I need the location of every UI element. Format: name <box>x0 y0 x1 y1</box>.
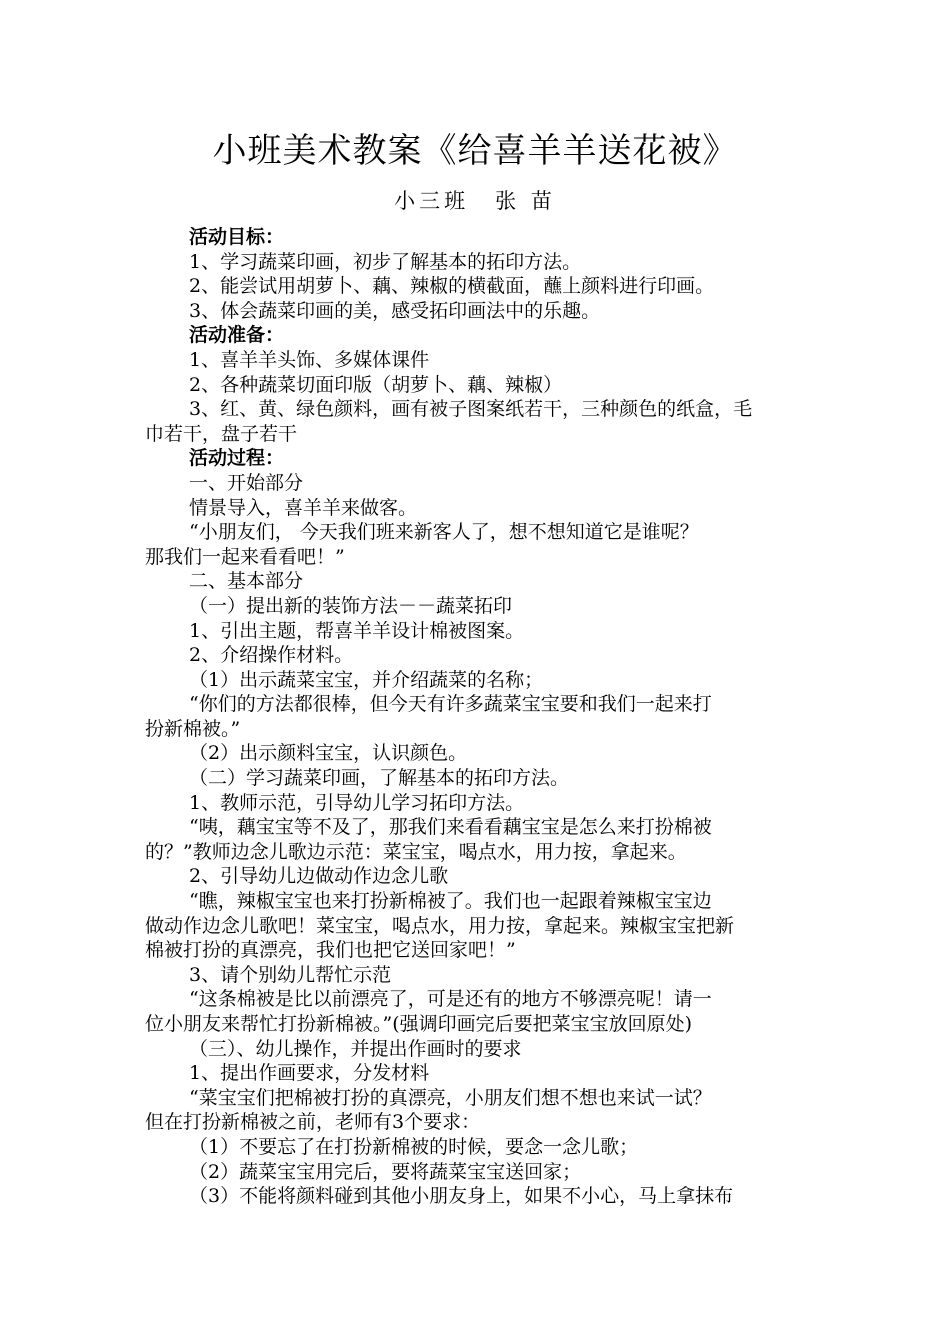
paragraph-line: 的？”教师边念儿歌边示范：菜宝宝，喝点水，用力按，拿起来。 <box>145 840 687 863</box>
paragraph-line: 棉被打扮的真漂亮，我们也把它送回家吧！” <box>145 939 516 962</box>
paragraph-line: 2、引导幼儿边做动作边念儿歌 <box>189 865 449 888</box>
paragraph-line: 1、学习蔬菜印画，初步了解基本的拓印方法。 <box>189 250 582 273</box>
paragraph-line: 做动作边念儿歌吧！菜宝宝，喝点水，用力按，拿起来。辣椒宝宝把新 <box>145 914 735 937</box>
paragraph-line: 扮新棉被。” <box>145 717 241 740</box>
paragraph-line: 3、红、黄、绿色颜料，画有被子图案纸若干，三种颜色的纸盒，毛 <box>189 398 753 421</box>
paragraph-line: 那我们一起来看看吧！” <box>145 545 345 568</box>
paragraph-line: “你们的方法都很棒，但今天有许多蔬菜宝宝要和我们一起来打 <box>189 693 712 716</box>
paragraph-line: 但在打扮新棉被之前，老师有3个要求： <box>145 1111 481 1134</box>
paragraph-line: （3）不能将颜料碰到其他小朋友身上，如果不小心，马上拿抹布 <box>189 1185 734 1208</box>
paragraph-line: 情景导入，喜羊羊来做客。 <box>189 496 418 519</box>
teacher-name: 张 苗 <box>495 189 556 213</box>
paragraph-line: 2、能尝试用胡萝卜、藕、辣椒的横截面，蘸上颜料进行印画。 <box>189 275 715 298</box>
paragraph-line: （1）不要忘了在打扮新棉被的时候，要念一念儿歌； <box>189 1135 639 1158</box>
paragraph-line: （三）、幼儿操作，并提出作画时的要求 <box>189 1037 522 1060</box>
paragraph-line: 2、各种蔬菜切面印版（胡萝卜、藕、辣椒） <box>189 373 563 396</box>
paragraph-line: “咦，藕宝宝等不及了，那我们来看看藕宝宝是怎么来打扮棉被 <box>189 816 712 839</box>
paragraph-line: 2、介绍操作材料。 <box>189 644 354 667</box>
paragraph-line: 1、教师示范，引导幼儿学习拓印方法。 <box>189 791 525 814</box>
paragraph-line: 3、请个别幼儿帮忙示范 <box>189 963 392 986</box>
section-heading: 活动过程： <box>189 447 285 470</box>
paragraph-line: 1、提出作画要求，分发材料 <box>189 1062 430 1085</box>
paragraph-line: “瞧，辣椒宝宝也来打扮新棉被了。我们也一起跟着辣椒宝宝边 <box>189 890 712 913</box>
paragraph-line: 1、喜羊羊头饰、多媒体课件 <box>189 348 430 371</box>
paragraph-line: （二）学习蔬菜印画，了解基本的拓印方法。 <box>189 767 570 790</box>
paragraph-line: 巾若干，盘子若干 <box>145 422 298 445</box>
paragraph-line: （2）蔬菜宝宝用完后，要将蔬菜宝宝送回家； <box>189 1160 582 1183</box>
class-name: 小三班 <box>394 189 470 213</box>
document-title: 小班美术教案《给喜羊羊送花被》 <box>212 131 738 171</box>
document-body <box>145 225 810 1209</box>
paragraph-line: “这条棉被是比以前漂亮了，可是还有的地方不够漂亮呢！请一 <box>189 988 712 1011</box>
section-heading: 活动目标： <box>189 226 285 248</box>
paragraph-line: “小朋友们， 今天我们班来新客人了，想不想知道它是谁呢？ <box>189 521 699 544</box>
paragraph-line: 位小朋友来帮忙打扮新棉被。”(强调印画完后要把菜宝宝放回原处) <box>145 1013 693 1035</box>
paragraph-line: 一、开始部分 <box>189 471 304 494</box>
paragraph-line: （1）出示蔬菜宝宝，并介绍蔬菜的名称； <box>189 668 544 691</box>
paragraph-line: 二、基本部分 <box>189 570 304 593</box>
paragraph-line: （2）出示颜料宝宝，认识颜色。 <box>189 742 468 765</box>
paragraph-line: （一）提出新的装饰方法－－蔬菜拓印 <box>189 594 513 617</box>
author-line <box>0 186 950 216</box>
paragraph-line: 3、体会蔬菜印画的美，感受拓印画法中的乐趣。 <box>189 299 601 322</box>
paragraph-line: “菜宝宝们把棉被打扮的真漂亮，小朋友们想不想也来试一试？ <box>189 1086 712 1109</box>
section-heading: 活动准备： <box>189 324 285 347</box>
paragraph-line: 1、引出主题，帮喜羊羊设计棉被图案。 <box>189 619 525 642</box>
